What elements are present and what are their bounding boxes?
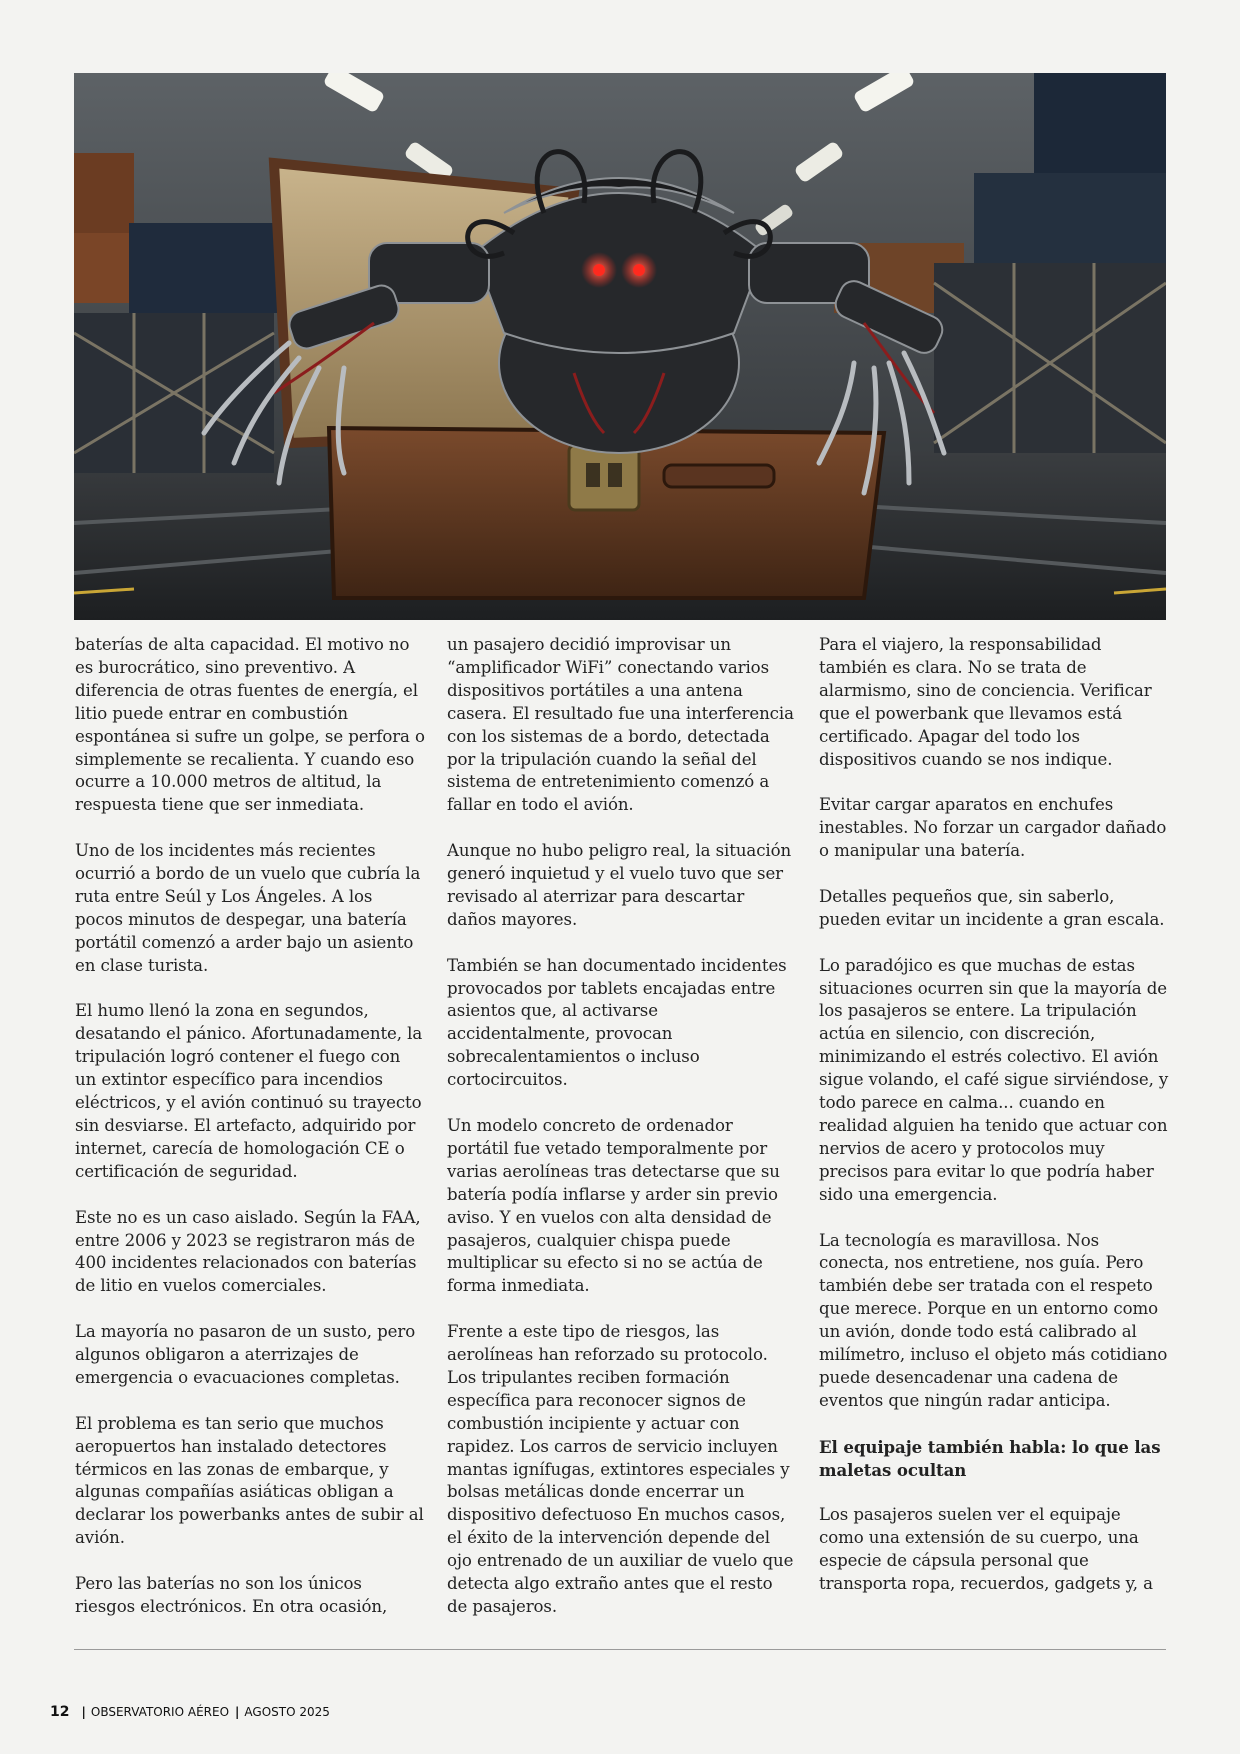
paragraph: El problema es tan serio que muchos aeropuertos han instalado detectores térmicos en las zonas de embarque, y algunas compañías asiáticas obligan a declarar los powerbanks antes de subir al avión. xyxy=(75,1413,424,1548)
footer-divider xyxy=(74,1649,1166,1650)
page-number: 12 xyxy=(50,1704,70,1720)
paragraph: Este no es un caso aislado. Según la FAA, entre 2006 y 2023 se registraron más de 400 incidentes relacionados con baterías de litio en vuelos comerciales. xyxy=(75,1207,421,1296)
paragraph: Para el viajero, la responsabilidad también es clara. No se trata de alarmismo, sino de conciencia. Verificar que el powerbank que llevamos está certificado. Apagar del todo los dispositivos cuando se nos indique. xyxy=(819,635,1152,769)
article-column-1 xyxy=(75,634,425,1619)
robot-suitcase-illustration xyxy=(74,73,1166,620)
issue-date: AGOSTO 2025 xyxy=(244,1705,330,1719)
paragraph: un pasajero decidió improvisar un “amplificador WiFi” conectando varios dispositivos portátiles a una antena casera. El resultado fue una interferencia con los sistemas de a bordo, detectada por la tripulación cuando la señal del sistema de entretenimiento comenzó a fallar en todo el avión. xyxy=(447,635,794,815)
paragraph: Uno de los incidentes más recientes ocurrió a bordo de un vuelo que cubría la ruta entre Seúl y Los Ángeles. A los pocos minutos de despegar, una batería portátil comenzó a arder bajo un asiento en clase turista. xyxy=(75,841,421,975)
paragraph: El humo llenó la zona en segundos, desatando el pánico. Afortunadamente, la tripulación logró contener el fuego con un extintor específico para incendios eléctricos, y el avión continuó su trayecto sin desviarse. El artefacto, adquirido por internet, carecía de homologación CE o certificación de seguridad. xyxy=(75,1001,423,1181)
hero-image xyxy=(74,73,1166,620)
paragraph: Los pasajeros suelen ver el equipaje como una extensión de su cuerpo, una especie de cápsula personal que transporta ropa, recuerdos, gadgets y, a xyxy=(819,1505,1153,1594)
paragraph: Un modelo concreto de ordenador portátil fue vetado temporalmente por varias aerolíneas tras detectarse que su batería podía inflarse y arder sin previo aviso. Y en vuelos con alta densidad de pasajeros, cualquier chispa puede multiplicar su efecto si no se actúa de forma inmediata. xyxy=(447,1115,780,1296)
article-column-3 xyxy=(819,634,1169,1596)
paragraph: baterías de alta capacidad. El motivo no es burocrático, sino preventivo. A diferencia de otras fuentes de energía, el litio puede entrar en combustión espontánea si sufre un golpe, se perfora o simplemente se recalienta. Y cuando eso ocurre a 10.000 metros de altitud, la respuesta tiene que ser inmediata. xyxy=(75,635,425,815)
article-body xyxy=(75,634,1167,1624)
footer-separator: | xyxy=(235,1705,240,1719)
publication-name: OBSERVATORIO AÉREO xyxy=(90,1705,230,1719)
paragraph: Detalles pequeños que, sin saberlo, pueden evitar un incidente a gran escala. xyxy=(819,886,1165,929)
paragraph: Pero las baterías no son los únicos riesgos electrónicos. En otra ocasión, xyxy=(75,1574,388,1616)
paragraph: Evitar cargar aparatos en enchufes inestables. No forzar un cargador dañado o manipular una batería. xyxy=(819,795,1167,861)
paragraph: También se han documentado incidentes provocados por tablets encajadas entre asientos que, al activarse accidentalmente, provocan sobrecalentamientos o incluso cortocircuitos. xyxy=(447,955,787,1090)
section-subheading: El equipaje también habla: lo que las maletas ocultan xyxy=(819,1436,1161,1480)
footer-separator: | xyxy=(81,1705,86,1719)
article-column-2 xyxy=(447,634,797,1619)
paragraph: Lo paradójico es que muchas de estas situaciones ocurren sin que la mayoría de los pasajeros se entere. La tripulación actúa en silencio, con discreción, minimizando el estrés colectivo. El avión sigue volando, el café sigue sirviéndose, y todo parece en calma... cuando en realidad alguien ha tenido que actuar con nervios de acero y protocolos muy precisos para evitar lo que podría haber sido una emergencia. xyxy=(819,955,1169,1204)
paragraph: Frente a este tipo de riesgos, las aerolíneas han reforzado su protocolo. Los tripulantes reciben formación específica para reconocer signos de combustión incipiente y actuar con rapidez. Los carros de servicio incluyen mantas ignífugas, extintores especiales y bolsas metálicas donde encerrar un dispositivo defectuoso En muchos casos, el éxito de la intervención depende del ojo entrenado de un auxiliar de vuelo que detecta algo extraño antes que el resto de pasajeros. xyxy=(447,1322,794,1616)
paragraph: Aunque no hubo peligro real, la situación generó inquietud y el vuelo tuvo que ser revisado al aterrizar para descartar daños mayores. xyxy=(447,841,792,929)
paragraph: La mayoría no pasaron de un susto, pero algunos obligaron a aterrizajes de emergencia o evacuaciones completas. xyxy=(75,1322,416,1387)
paragraph: La tecnología es maravillosa. Nos conecta, nos entretiene, nos guía. Pero también debe ser tratada con el respeto que merece. Porque en un entorno como un avión, donde todo está calibrado al milímetro, incluso el objeto más cotidiano puede desencadenar una cadena de eventos que ningún radar anticipa. xyxy=(819,1230,1168,1410)
page-footer xyxy=(50,1702,330,1722)
